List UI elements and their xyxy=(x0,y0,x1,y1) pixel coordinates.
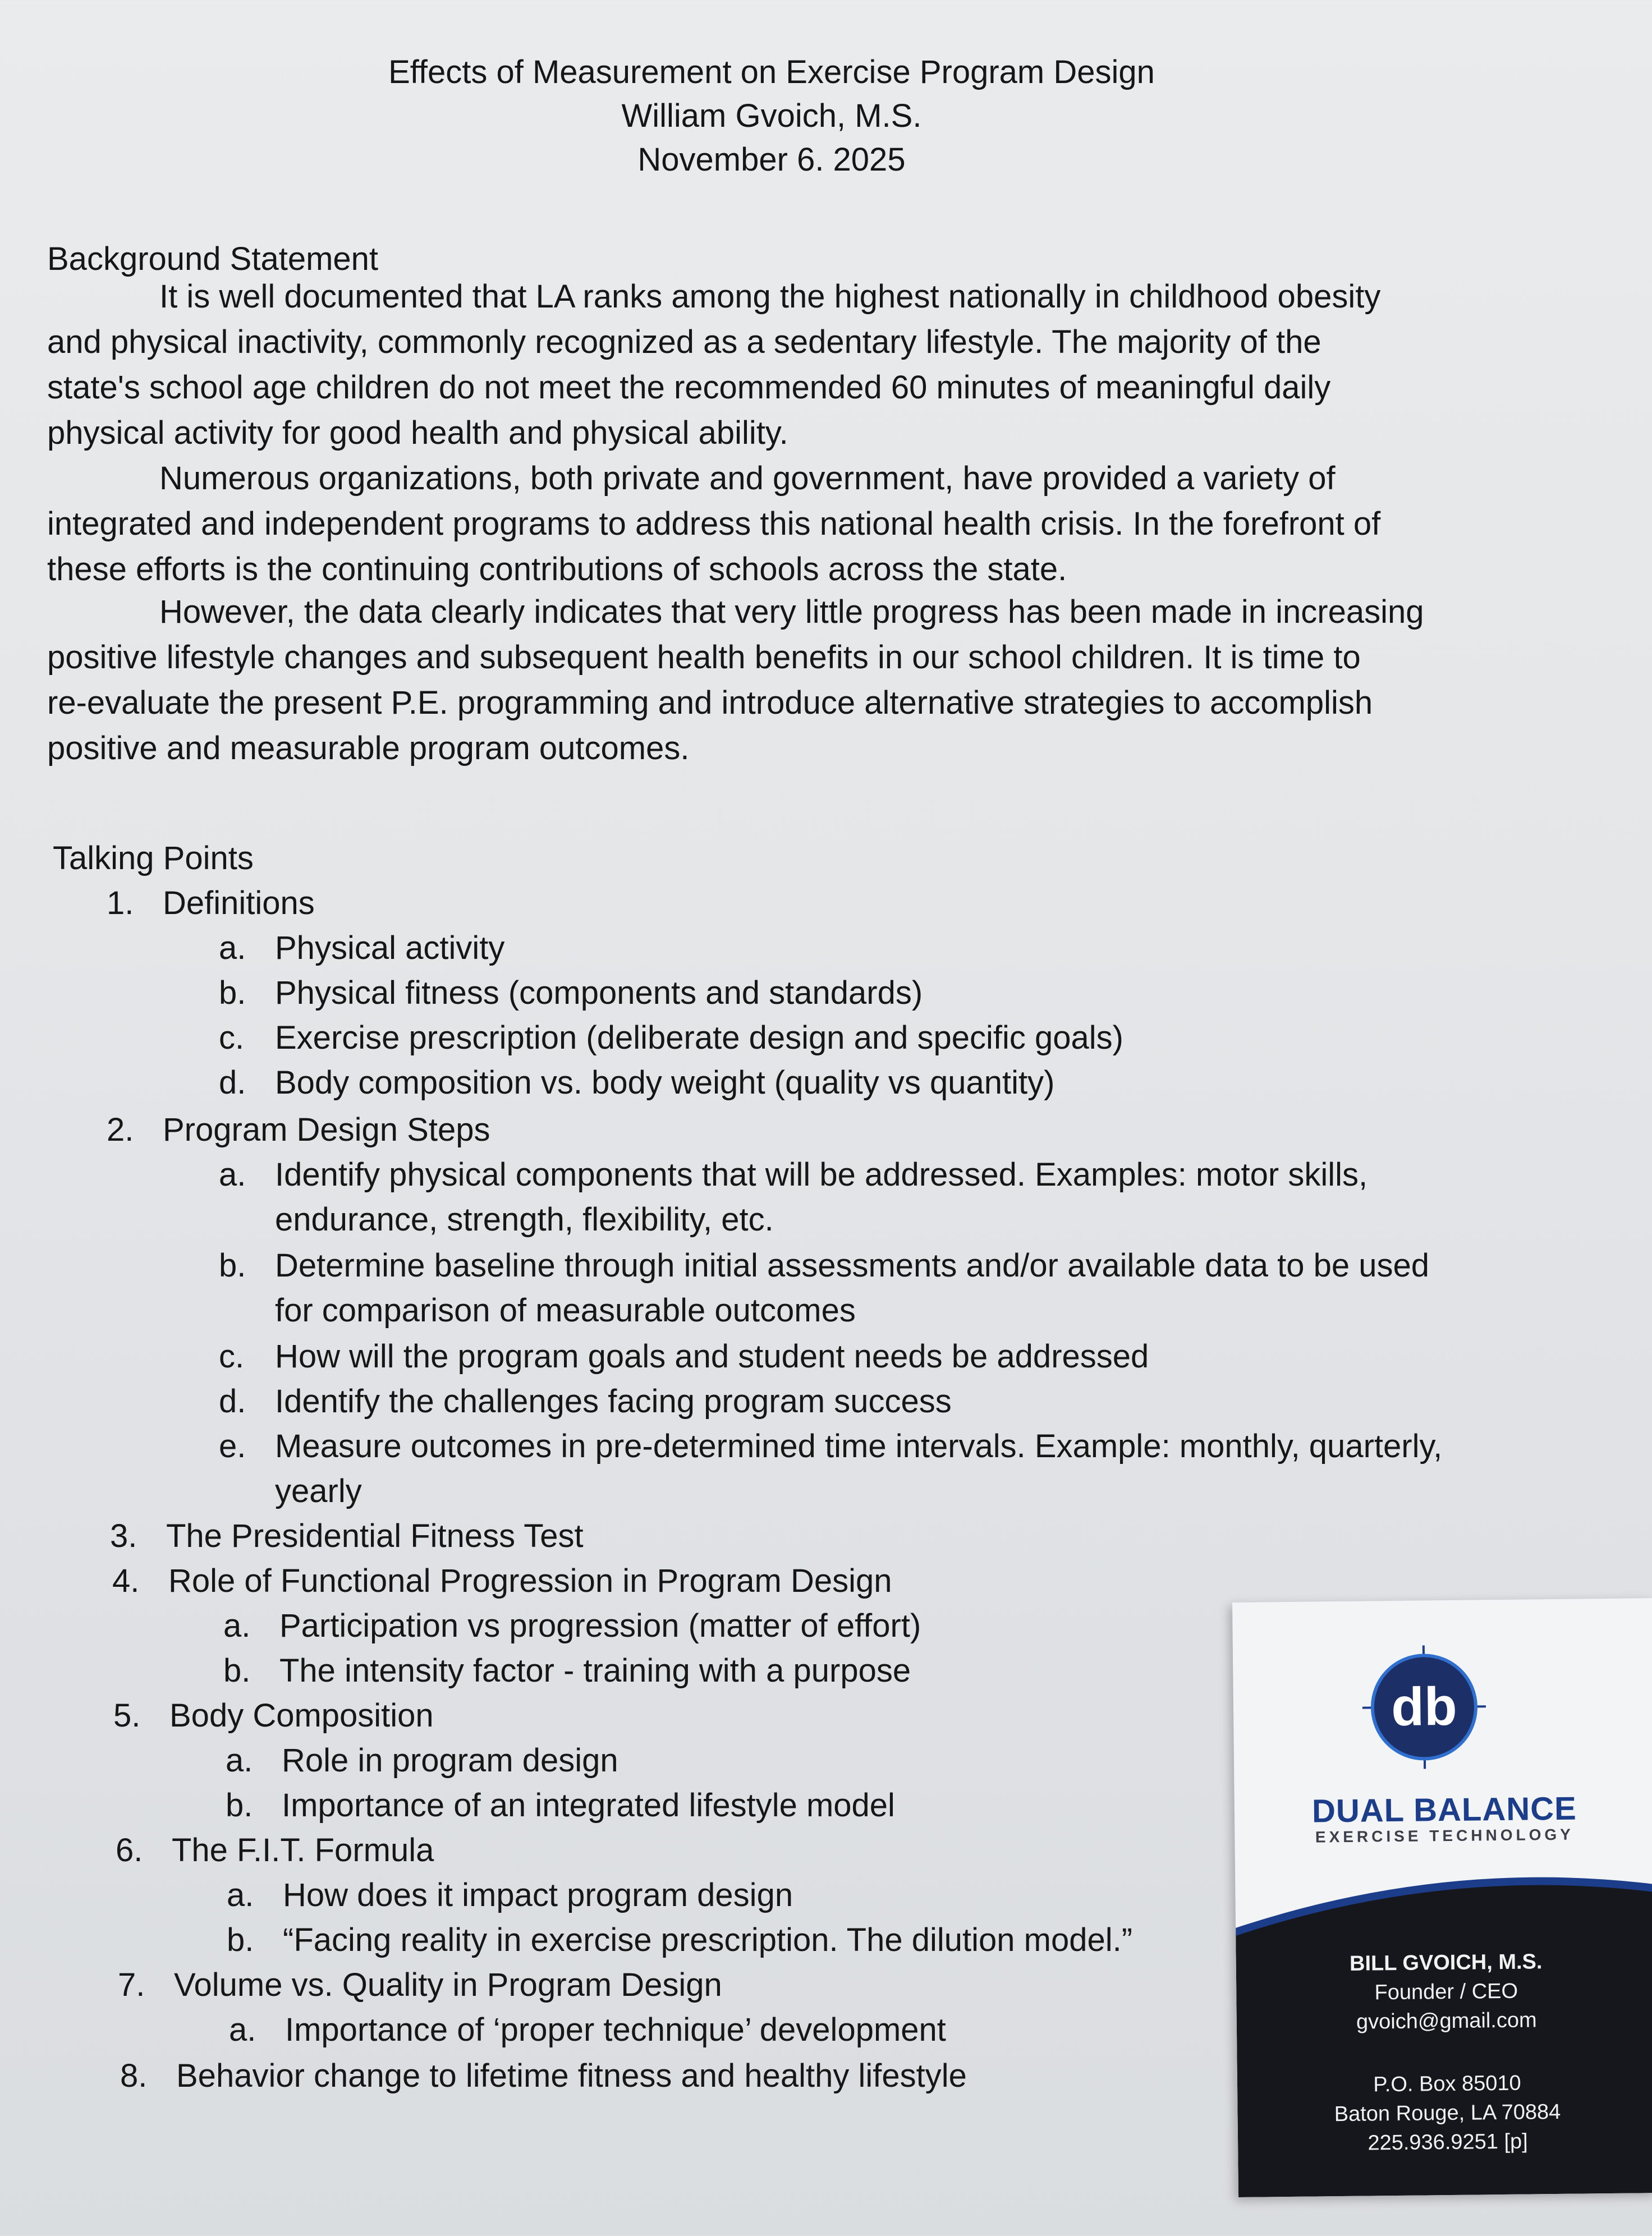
sub-item-continuation: endurance, strength, flexibility, etc. xyxy=(275,1201,774,1238)
sub-item xyxy=(219,1156,1368,1193)
sub-letter: d. xyxy=(219,1383,246,1420)
talking-points-heading: Talking Points xyxy=(53,840,254,876)
sub-letter: a. xyxy=(229,2012,256,2048)
item-number: 2. xyxy=(107,1112,134,1148)
sub-letter: b. xyxy=(227,1922,254,1958)
sub-item xyxy=(226,1742,618,1779)
item-label: Body Composition xyxy=(169,1697,434,1734)
sub-letter: b. xyxy=(226,1787,253,1824)
document-date: November 6. 2025 xyxy=(637,141,906,178)
sub-text: How will the program goals and student needs be addressed xyxy=(275,1338,1149,1375)
document-header xyxy=(0,50,1543,182)
item-number: 6. xyxy=(116,1832,143,1868)
item-number: 3. xyxy=(110,1518,137,1554)
talking-point-2 xyxy=(107,1111,490,1149)
sub-text: Determine baseline through initial assessments and/or available data to be used xyxy=(275,1247,1430,1284)
item-number: 8. xyxy=(120,2058,148,2094)
sub-letter: a. xyxy=(223,1608,251,1644)
sub-letter: a. xyxy=(219,930,246,966)
talking-point-1 xyxy=(107,884,315,922)
sub-item xyxy=(229,2011,946,2049)
sub-text: Identify physical components that will be addressed. Examples: motor skills, xyxy=(275,1156,1368,1193)
sub-text: Participation vs progression (matter of effort) xyxy=(279,1608,921,1644)
talking-point-6 xyxy=(116,1831,434,1869)
paragraph-line: state's school age children do not meet the recommended 60 minutes of meaningful daily xyxy=(47,369,1331,406)
paragraph-line: It is well documented that LA ranks among the highest nationally in childhood obesity xyxy=(159,278,1381,315)
item-label: Volume vs. Quality in Program Design xyxy=(174,1967,722,2003)
sub-item xyxy=(227,1876,793,1914)
sub-text: Importance of an integrated lifestyle model xyxy=(282,1787,895,1824)
sub-item-continuation: for comparison of measurable outcomes xyxy=(275,1292,856,1329)
talking-point-3 xyxy=(110,1517,584,1555)
item-label: Role of Functional Progression in Program Design xyxy=(168,1563,892,1599)
background-paragraph-2 xyxy=(47,456,1517,592)
card-phone: 225.936.9251 [p] xyxy=(1368,2129,1528,2155)
paragraph-line: positive and measurable program outcomes. xyxy=(47,730,690,766)
sub-text: Role in program design xyxy=(282,1742,618,1779)
item-number: 7. xyxy=(118,1967,145,2003)
talking-point-7 xyxy=(118,1966,722,2004)
card-email: gvoich@gmail.com xyxy=(1356,2008,1537,2034)
sub-item xyxy=(226,1787,895,1824)
sub-text: Identify the challenges facing program success xyxy=(275,1383,952,1420)
sub-text: The intensity factor - training with a purpose xyxy=(279,1652,911,1689)
brand-name: DUAL BALANCE xyxy=(1311,1790,1577,1830)
sub-item xyxy=(219,1383,952,1420)
sub-letter: b. xyxy=(219,975,246,1011)
card-po-box: P.O. Box 85010 xyxy=(1373,2071,1521,2097)
sub-item xyxy=(219,1064,1054,1101)
item-label: Definitions xyxy=(163,885,315,921)
sub-item xyxy=(227,1921,1132,1959)
sub-letter: a. xyxy=(226,1742,253,1779)
document-author: William Gvoich, M.S. xyxy=(621,98,922,134)
sub-item xyxy=(223,1607,921,1645)
item-label: The F.I.T. Formula xyxy=(172,1832,434,1868)
paragraph-line: Numerous organizations, both private and government, have provided a variety of xyxy=(159,460,1336,497)
sub-letter: a. xyxy=(227,1877,254,1913)
sub-item xyxy=(219,929,504,967)
document-title: Effects of Measurement on Exercise Program Design xyxy=(388,54,1155,90)
background-paragraph-3 xyxy=(47,589,1517,771)
sub-letter: b. xyxy=(219,1247,246,1284)
sub-item xyxy=(223,1652,911,1689)
sub-text: “Facing reality in exercise prescription. The dilution model.” xyxy=(283,1922,1133,1958)
talking-point-4 xyxy=(112,1562,892,1600)
talking-point-5 xyxy=(113,1697,434,1734)
item-label: Program Design Steps xyxy=(163,1112,490,1148)
sub-item xyxy=(219,974,923,1012)
item-number: 1. xyxy=(107,885,134,921)
sub-item xyxy=(219,1247,1429,1284)
paragraph-line: positive lifestyle changes and subsequent health benefits in our school children. It is time to xyxy=(47,639,1361,676)
sub-letter: c. xyxy=(219,1020,245,1056)
paragraph-line: and physical inactivity, commonly recognized as a sedentary lifestyle. The majority of the xyxy=(47,324,1321,360)
sub-text: How does it impact program design xyxy=(283,1877,793,1913)
paragraph-line: these efforts is the continuing contributions of schools across the state. xyxy=(47,551,1067,587)
item-label: Behavior change to lifetime fitness and healthy lifestyle xyxy=(176,2058,967,2094)
paragraph-line: physical activity for good health and physical ability. xyxy=(47,415,788,451)
sub-item xyxy=(219,1338,1149,1375)
card-city: Baton Rouge, LA 70884 xyxy=(1334,2100,1561,2127)
sub-item xyxy=(219,1019,1123,1057)
sub-letter: c. xyxy=(219,1338,245,1375)
sub-text: Physical activity xyxy=(275,930,505,966)
paragraph-line: re-evaluate the present P.E. programming and introduce alternative strategies to accomplish xyxy=(47,685,1373,721)
card-role: Founder / CEO xyxy=(1374,1979,1518,2005)
item-number: 5. xyxy=(113,1697,141,1734)
item-label: The Presidential Fitness Test xyxy=(166,1518,584,1554)
sub-text: Measure outcomes in pre-determined time intervals. Example: monthly, quarterly, xyxy=(275,1428,1443,1464)
sub-item-continuation: yearly xyxy=(275,1473,362,1509)
talking-point-8 xyxy=(120,2057,967,2095)
sub-letter: d. xyxy=(219,1064,246,1101)
paragraph-line: integrated and independent programs to address this national health crisis. In the forefront of xyxy=(47,506,1381,542)
sub-letter: b. xyxy=(223,1652,251,1689)
business-card xyxy=(1232,1598,1652,2197)
sub-text: Body composition vs. body weight (quality vs quantity) xyxy=(275,1064,1055,1101)
brand-subtitle: EXERCISE TECHNOLOGY xyxy=(1315,1825,1574,1846)
sub-text: Exercise prescription (deliberate design and specific goals) xyxy=(275,1020,1123,1056)
paragraph-line: However, the data clearly indicates that very little progress has been made in increasing xyxy=(159,594,1424,630)
sub-item xyxy=(219,1427,1442,1465)
logo-text: db xyxy=(1391,1676,1458,1738)
item-number: 4. xyxy=(112,1563,140,1599)
card-person-name: BILL GVOICH, M.S. xyxy=(1349,1950,1543,1976)
background-heading: Background Statement xyxy=(47,241,379,277)
sub-letter: a. xyxy=(219,1156,246,1193)
background-paragraph-1 xyxy=(47,274,1517,456)
sub-text: Importance of ‘proper technique’ development xyxy=(285,2012,946,2048)
sub-text: Physical fitness (components and standards) xyxy=(275,975,923,1011)
sub-letter: e. xyxy=(219,1428,246,1464)
